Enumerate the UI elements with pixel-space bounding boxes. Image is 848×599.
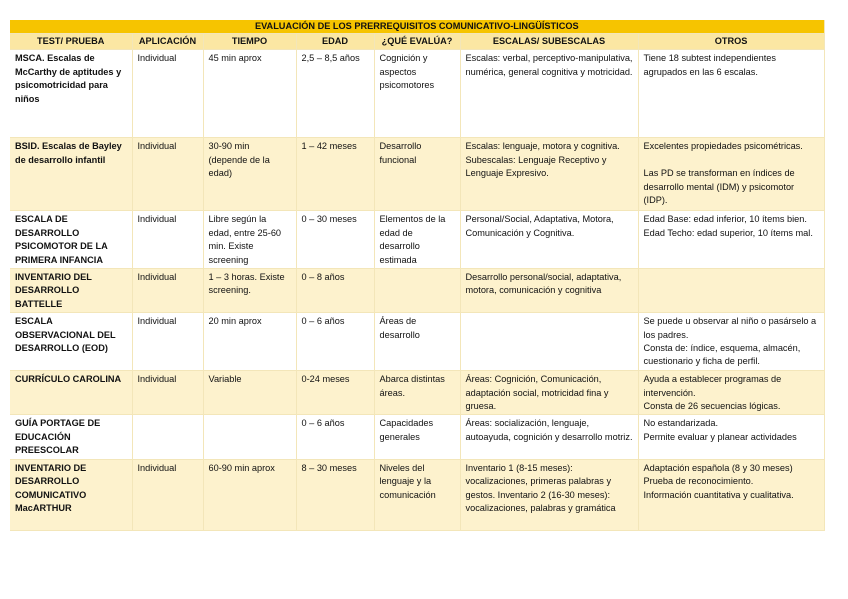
cell-edad: 2,5 – 8,5 años — [296, 50, 374, 138]
cell-otros — [638, 269, 824, 313]
otros-line: Excelentes propiedades psicométricas. — [643, 141, 803, 152]
cell-aplicacion: Individual — [132, 459, 203, 530]
otros-line: Prueba de reconocimiento. — [643, 476, 754, 487]
cell-test: GUÍA PORTAGE DE EDUCACIÓN PREESCOLAR — [10, 415, 132, 459]
table-row — [10, 459, 824, 530]
cell-tiempo: 60-90 min aprox — [203, 459, 296, 530]
cell-test: ESCALA OBSERVACIONAL DEL DESARROLLO (EOD) — [10, 313, 132, 371]
cell-escalas: Personal/Social, Adaptativa, Motora, Comunicación y Cognitiva. — [460, 211, 638, 269]
table-row — [10, 269, 824, 313]
cell-tiempo: 20 min aprox — [203, 313, 296, 371]
cell-otros — [638, 138, 824, 211]
cell-aplicacion — [132, 415, 203, 459]
cell-test: INVENTARIO DE DESARROLLO COMUNICATIVO MacARTHUR — [10, 459, 132, 530]
cell-evalua: Áreas de desarrollo — [374, 313, 460, 371]
otros-line: Edad Techo: edad superior, 10 ítems mal. — [643, 227, 813, 238]
header-row — [10, 34, 824, 50]
cell-evalua: Cognición y aspectos psicomotores — [374, 50, 460, 138]
cell-evalua: Abarca distintas áreas. — [374, 371, 460, 415]
header-evalua: ¿QUÉ EVALÚA? — [374, 34, 460, 50]
cell-escalas: Áreas: Cognición, Comunicación, adaptación social, motricidad fina y gruesa. — [460, 371, 638, 415]
cell-edad: 0 – 8 años — [296, 269, 374, 313]
otros-line: Información cuantitativa y cualitativa. — [643, 489, 794, 500]
cell-edad: 0 – 6 años — [296, 415, 374, 459]
otros-line: Consta de 26 secuencias lógicas. — [643, 401, 781, 412]
cell-escalas: Inventario 1 (8-15 meses): vocalizaciones, primeras palabras y gestos. Inventario 2 (16-30 meses): vocalizaciones, palabras y gramática — [460, 459, 638, 530]
table-row — [10, 415, 824, 459]
cell-escalas: Escalas: verbal, perceptivo-manipulativa, numérica, general cognitiva y motricidad. — [460, 50, 638, 138]
table-row — [10, 211, 824, 269]
otros-line: No estandarizada. — [643, 418, 719, 429]
cell-test: CURRÍCULO CAROLINA — [10, 371, 132, 415]
title-row — [10, 20, 824, 34]
cell-evalua: Elementos de la edad de desarrollo estimada — [374, 211, 460, 269]
assessment-table — [10, 20, 825, 531]
cell-edad: 8 – 30 meses — [296, 459, 374, 530]
cell-tiempo: 1 – 3 horas. Existe screening. — [203, 269, 296, 313]
cell-evalua: Capacidades generales — [374, 415, 460, 459]
cell-otros — [638, 459, 824, 530]
cell-edad: 0-24 meses — [296, 371, 374, 415]
cell-tiempo: Libre según la edad, entre 25-60 min. Existe screening — [203, 211, 296, 269]
otros-line: Adaptación española (8 y 30 meses) — [643, 462, 793, 473]
table-row — [10, 371, 824, 415]
cell-tiempo: Variable — [203, 371, 296, 415]
cell-tiempo: 45 min aprox — [203, 50, 296, 138]
cell-tiempo: 30-90 min (depende de la edad) — [203, 138, 296, 211]
otros-line: Consta de: índice, esquema, almacén, cuestionario y ficha de perfil. — [643, 343, 801, 367]
cell-escalas: Escalas: lenguaje, motora y cognitiva. Subescalas: Lenguaje Receptivo y Lenguaje Expresivo. — [460, 138, 638, 211]
otros-line: Las PD se transforman en índices de desarrollo mental (IDM) y psicomotor (IDP). — [643, 168, 795, 206]
otros-line: Tiene 18 subtest independientes agrupados en las 6 escalas. — [643, 53, 776, 77]
cell-test: INVENTARIO DEL DESARROLLO BATTELLE — [10, 269, 132, 313]
cell-aplicacion: Individual — [132, 50, 203, 138]
table-row — [10, 50, 824, 138]
cell-escalas — [460, 313, 638, 371]
cell-aplicacion: Individual — [132, 313, 203, 371]
header-aplicacion: APLICACIÓN — [132, 34, 203, 50]
cell-evalua — [374, 269, 460, 313]
otros-line: Edad Base: edad inferior, 10 ítems bien. — [643, 214, 807, 225]
cell-aplicacion: Individual — [132, 211, 203, 269]
cell-otros — [638, 371, 824, 415]
cell-test: BSID. Escalas de Bayley de desarrollo infantil — [10, 138, 132, 211]
cell-escalas: Áreas: socialización, lenguaje, autoayuda, cognición y desarrollo motriz. — [460, 415, 638, 459]
cell-aplicacion: Individual — [132, 138, 203, 211]
header-tiempo: TIEMPO — [203, 34, 296, 50]
cell-edad: 1 – 42 meses — [296, 138, 374, 211]
table-title: EVALUACIÓN DE LOS PRERREQUISITOS COMUNICATIVO-LINGÜÍSTICOS — [10, 20, 824, 34]
cell-otros — [638, 211, 824, 269]
table-row — [10, 313, 824, 371]
cell-otros — [638, 50, 824, 138]
cell-test: ESCALA DE DESARROLLO PSICOMOTOR DE LA PRIMERA INFANCIA — [10, 211, 132, 269]
cell-test: MSCA. Escalas de McCarthy de aptitudes y psicomotricidad para niños — [10, 50, 132, 138]
cell-otros — [638, 415, 824, 459]
otros-line: Permite evaluar y planear actividades — [643, 431, 797, 442]
cell-aplicacion: Individual — [132, 371, 203, 415]
assessment-table-sheet — [10, 20, 824, 531]
header-otros: OTROS — [638, 34, 824, 50]
otros-line: Se puede u observar al niño o pasárselo a los padres. — [643, 316, 817, 340]
cell-tiempo — [203, 415, 296, 459]
cell-evalua: Desarrollo funcional — [374, 138, 460, 211]
header-test: TEST/ PRUEBA — [10, 34, 132, 50]
otros-line — [644, 154, 819, 167]
cell-escalas: Desarrollo personal/social, adaptativa, motora, comunicación y cognitiva — [460, 269, 638, 313]
otros-line: Ayuda a establecer programas de intervención. — [643, 374, 782, 398]
cell-aplicacion: Individual — [132, 269, 203, 313]
header-edad: EDAD — [296, 34, 374, 50]
cell-edad: 0 – 6 años — [296, 313, 374, 371]
cell-edad: 0 – 30 meses — [296, 211, 374, 269]
cell-otros — [638, 313, 824, 371]
header-escalas: ESCALAS/ SUBESCALAS — [460, 34, 638, 50]
table-row — [10, 138, 824, 211]
cell-evalua: Niveles del lenguaje y la comunicación — [374, 459, 460, 530]
